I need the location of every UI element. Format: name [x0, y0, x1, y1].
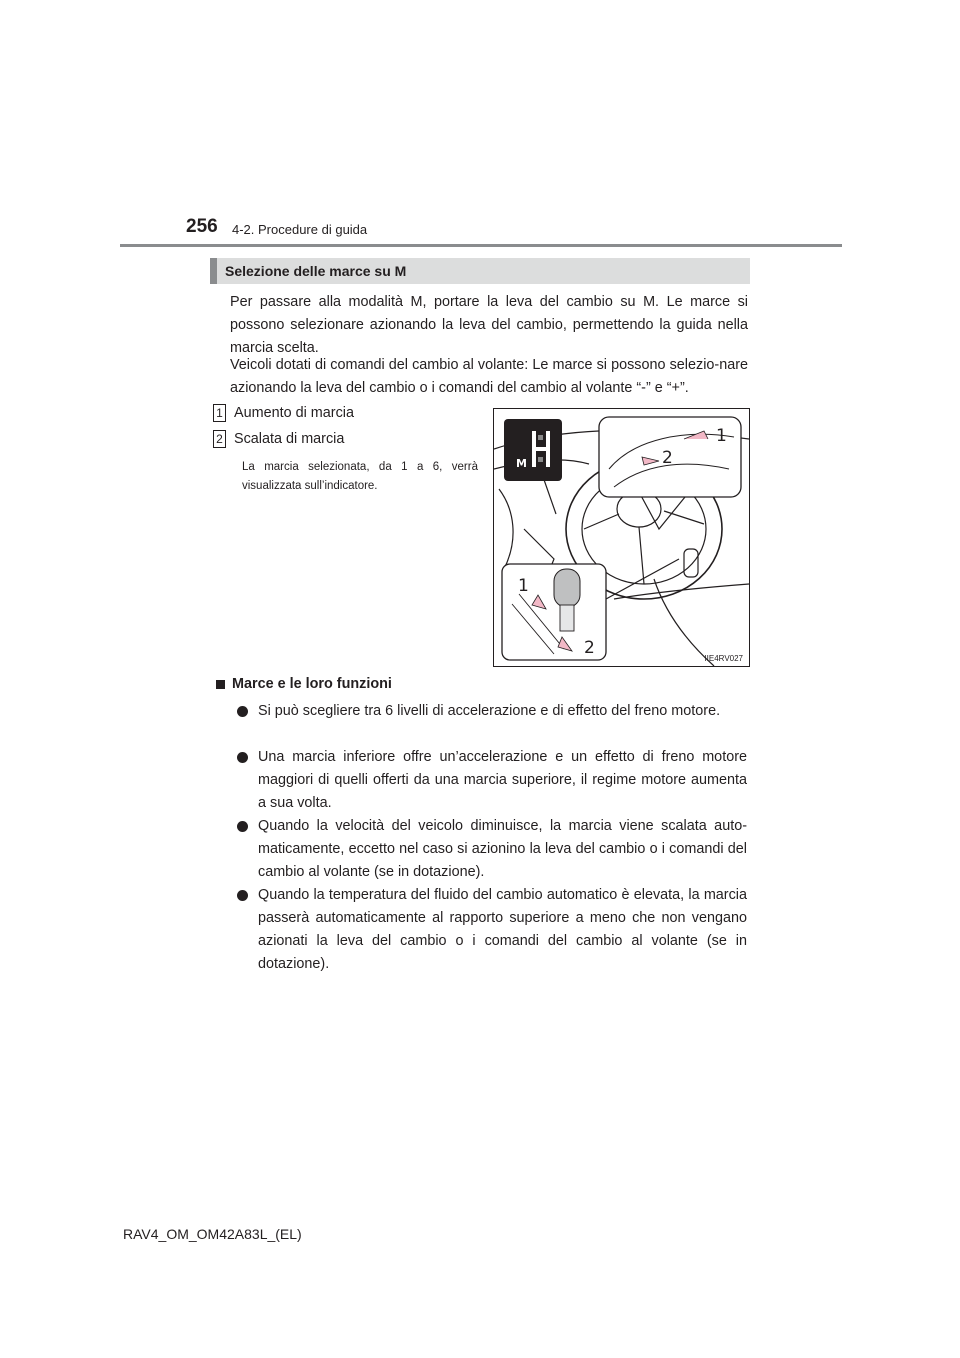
bullet-dot-icon: [237, 706, 248, 717]
callout-label: Scalata di marcia: [234, 431, 345, 447]
subheading: [216, 676, 392, 692]
side-panel: [499, 489, 513, 569]
list-item: [237, 884, 747, 976]
callout-downshift: [213, 430, 344, 448]
callout-upshift: [213, 404, 354, 422]
callout-number: 2: [213, 430, 226, 448]
subheading-text: Marce e le loro funzioni: [232, 676, 392, 692]
figure-label-1: 1: [716, 426, 727, 446]
gear-indicator-note: La marcia selezionata, da 1 a 6, verrà visualizzata sull’indicatore.: [242, 461, 478, 492]
paddle-shift-paragraph: Veicoli dotati di comandi del cambio al volante: Le marce si possono selezio-nare azionando la leva del cambio o i comandi del cambio al volante “-” e “+”.: [230, 357, 748, 396]
list-item: [237, 700, 747, 723]
section-title: 4-2. Procedure di guida: [232, 222, 368, 237]
page-number: 256: [186, 216, 218, 237]
list-item-text: Si può scegliere tra 6 livelli di accelerazione e di effetto del freno motore.: [258, 703, 721, 719]
figure-label-4: 2: [584, 638, 595, 658]
figure-label-3: 1: [518, 576, 529, 596]
figure-code: IIE4RV027: [704, 654, 743, 663]
bullet-dot-icon: [237, 890, 248, 901]
console-lever: [684, 549, 698, 577]
paddle-shift-inset: [599, 417, 741, 497]
callout-number: 1: [213, 404, 226, 422]
gear-indicator-inset: [504, 419, 562, 481]
gear-selection-illustration: [493, 408, 750, 667]
document-footer: RAV4_OM_OM42A83L_(EL): [123, 1226, 302, 1242]
intro-paragraph: Per passare alla modalità M, portare la leva del cambio su M. Le marce si possono selezionare azionando la leva del cambio, permettendo la guida nella marcia scelta.: [230, 294, 748, 356]
list-item: [237, 815, 747, 884]
header-rule: [120, 244, 842, 247]
list-item-text: Quando la velocità del veicolo diminuisce, la marcia viene scalata auto-maticamente, eccetto nel caso si azionino la leva del cambio o i comandi del cambio al volante (se in dotazione).: [258, 818, 747, 880]
shift-knob: [554, 569, 580, 607]
gear-digit-icon: [532, 431, 550, 467]
list-item: [237, 746, 747, 815]
callout-label: Aumento di marcia: [234, 405, 354, 421]
figure-label-2: 2: [662, 448, 673, 468]
shift-lever-inset: [502, 564, 606, 660]
bullet-dot-icon: [237, 752, 248, 763]
indicator-letter: M: [516, 457, 527, 470]
section-heading: Selezione delle marce su M: [210, 258, 750, 284]
console-top: [614, 584, 749, 599]
bullet-dot-icon: [237, 821, 248, 832]
cockpit-drawing: [494, 409, 749, 666]
square-bullet-icon: [216, 680, 225, 689]
list-item-text: Una marcia inferiore offre un’accelerazione e un effetto di freno motore maggiori di quelli offerti da una marcia superiore, il regime motore aumenta a sua volta.: [258, 749, 747, 811]
list-item-text: Quando la temperatura del fluido del cambio automatico è elevata, la marcia passerà automaticamente al rapporto superiore a meno che non vengano azionati la leva del cambio o i comandi del cambio al volante (se in dotazione).: [258, 887, 747, 972]
